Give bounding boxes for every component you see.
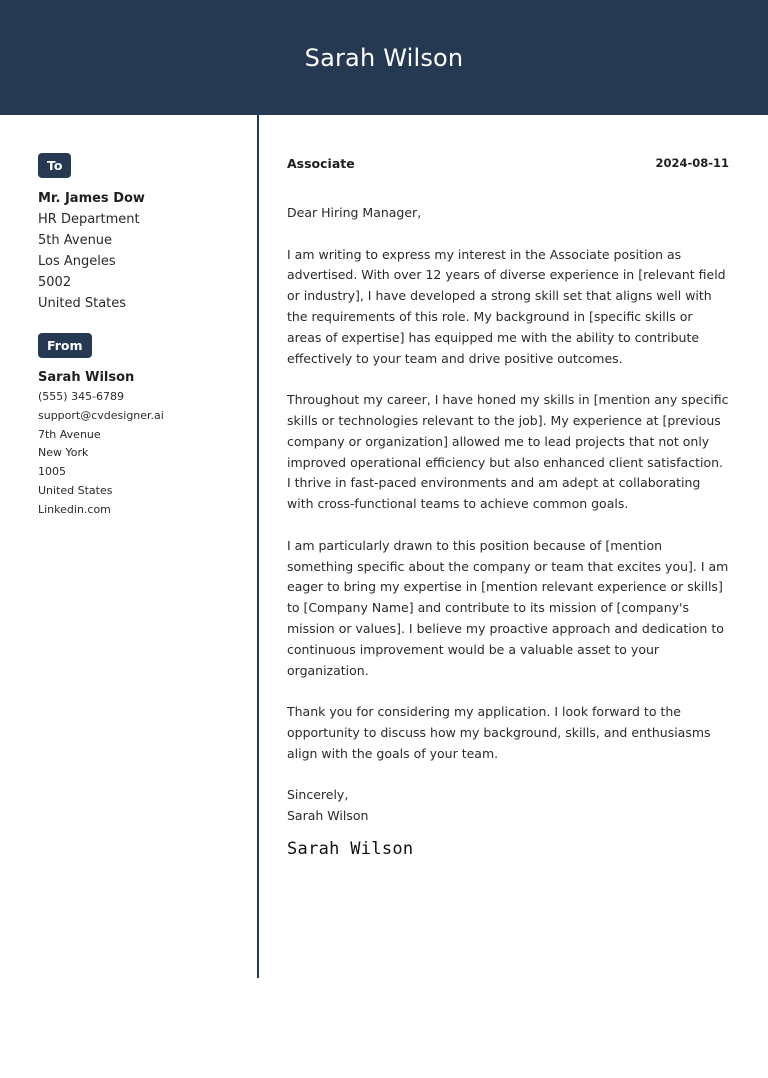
sidebar <box>38 153 248 520</box>
to-badge: To <box>38 153 71 178</box>
sender-phone: (555) 345-6789 <box>38 390 125 403</box>
signature: Sarah Wilson <box>287 838 414 859</box>
header-name: Sarah Wilson <box>304 43 464 72</box>
salutation: Dear Hiring Manager, <box>287 205 422 220</box>
sender-email: support@cvdesigner.ai <box>38 408 164 422</box>
closing-name: Sarah Wilson <box>287 808 369 824</box>
sender-block <box>38 368 248 520</box>
recipient-department: HR Department <box>38 212 140 227</box>
sender-city: New York <box>38 446 89 460</box>
position-title: Associate <box>287 155 355 171</box>
from-badge: From <box>38 333 92 358</box>
column-divider <box>257 115 259 978</box>
sender-country: United States <box>38 483 113 497</box>
letter-body <box>287 153 729 859</box>
sender-website: Linkedin.com <box>38 502 111 516</box>
paragraph-1: I am writing to express my interest in the Associate position as advertised. With over 12 years of diverse experience in [relevant field or industry], I have developed a strong skill set that aligns well with the requirements of this role. My background in [specific skills or areas of expertise] has equipped me with the ability to contribute effectively to your team and drive positive outcomes. <box>287 246 726 366</box>
recipient-name: Mr. James Dow <box>38 191 145 206</box>
letter-meta <box>287 153 729 173</box>
recipient-city: Los Angeles <box>38 254 116 269</box>
paragraph-3: I am particularly drawn to this position because of [mention something specific about the company or team that excites you]. I am eager to bring my expertise in [mention relevant experience or skills] to [Company Name] and contribute to its mission of [company's mission or values]. I believe my proactive approach and dedication to continuous improvement would be a valuable asset to your organization. <box>287 537 729 678</box>
recipient-zip: 5002 <box>38 275 72 290</box>
header-banner <box>0 0 768 115</box>
closing: Sincerely, <box>287 787 349 803</box>
sender-zip: 1005 <box>38 465 66 479</box>
paragraph-2: Throughout my career, I have honed my skills in [mention any specific skills or technologies relevant to the job]. My experience at [previous company or organization] allowed me to lead projects that not only improved operational efficiency but also enhanced client satisfaction. I thrive in fast-paced environments and am adept at collaborating with cross-functional teams to achieve common goals. <box>287 392 729 512</box>
recipient-street: 5th Avenue <box>38 233 113 248</box>
letter-date: 2024-08-11 <box>655 156 729 170</box>
recipient-block <box>38 188 248 314</box>
sender-street: 7th Avenue <box>38 427 101 441</box>
paragraph-4: Thank you for considering my application. I look forward to the opportunity to discuss how my background, skills, and enthusiasms align with the goals of your team. <box>287 704 711 761</box>
sender-name: Sarah Wilson <box>38 370 135 385</box>
recipient-country: United States <box>38 296 127 311</box>
